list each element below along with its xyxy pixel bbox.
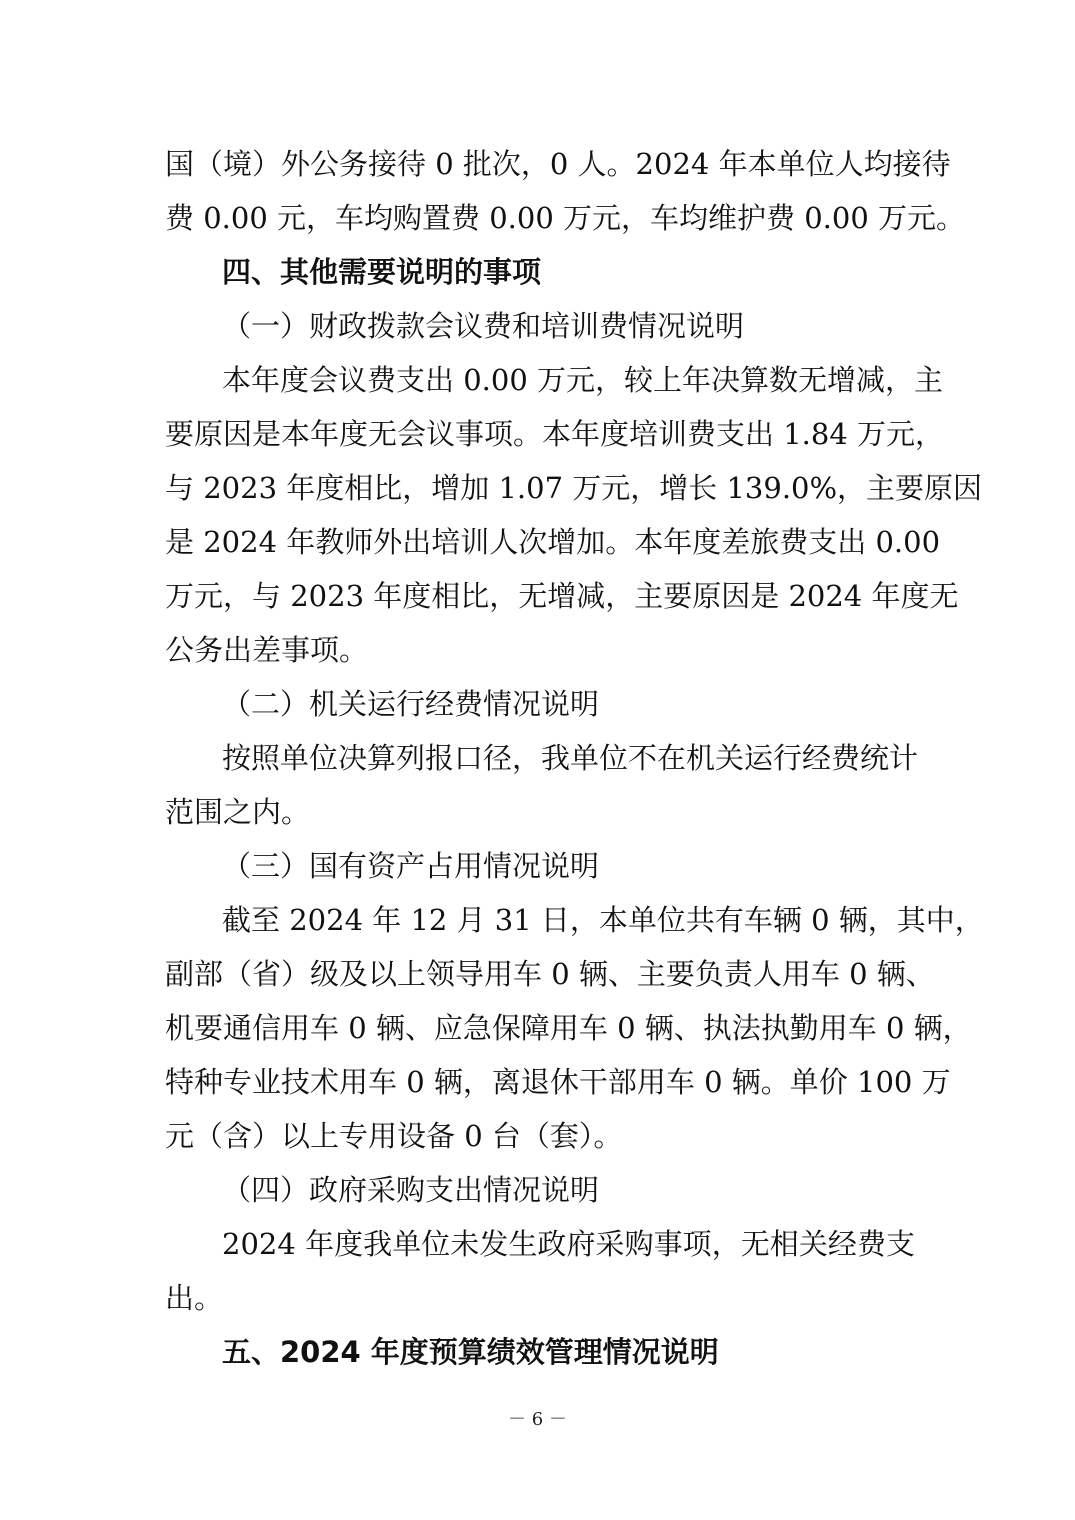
paragraph-line: 是 2024 年教师外出培训人次增加。本年度差旅费支出 0.00 bbox=[165, 525, 941, 559]
section-heading-5: 五、2024 年度预算绩效管理情况说明 bbox=[222, 1335, 719, 1369]
paragraph-line: 万元，与 2023 年度相比，无增减，主要原因是 2024 年度无 bbox=[165, 579, 959, 613]
paragraph-line: 与 2023 年度相比，增加 1.07 万元，增长 139.0%，主要原因 bbox=[165, 471, 983, 505]
paragraph-line: 元（含）以上专用设备 0 台（套）。 bbox=[165, 1119, 623, 1153]
paragraph-line: 公务出差事项。 bbox=[165, 633, 369, 667]
paragraph-line: 本年度会议费支出 0.00 万元，较上年决算数无增减，主 bbox=[222, 363, 944, 397]
subsection-heading-1: （一）财政拨款会议费和培训费情况说明 bbox=[222, 309, 745, 343]
paragraph-line: 截至 2024 年 12 月 31 日，本单位共有车辆 0 辆，其中， bbox=[222, 903, 984, 937]
paragraph-line: 副部（省）级及以上领导用车 0 辆、主要负责人用车 0 辆、 bbox=[165, 957, 935, 991]
paragraph-line: 范围之内。 bbox=[165, 795, 311, 829]
paragraph-line: 按照单位决算列报口径，我单位不在机关运行经费统计 bbox=[222, 741, 919, 775]
paragraph-line: 2024 年度我单位未发生政府采购事项，无相关经费支 bbox=[222, 1227, 915, 1261]
subsection-heading-4: （四）政府采购支出情况说明 bbox=[222, 1173, 600, 1207]
subsection-heading-3: （三）国有资产占用情况说明 bbox=[222, 849, 600, 883]
page-body bbox=[165, 137, 984, 1379]
paragraph-line: 特种专业技术用车 0 辆，离退休干部用车 0 辆。单价 100 万 bbox=[165, 1065, 951, 1099]
paragraph-line: 国（境）外公务接待 0 批次，0 人。2024 年本单位人均接待 bbox=[165, 147, 951, 181]
paragraph-line: 机要通信用车 0 辆、应急保障用车 0 辆、执法执勤用车 0 辆， bbox=[165, 1011, 972, 1045]
paragraph-line: 出。 bbox=[165, 1281, 224, 1315]
paragraph-line: 费 0.00 元，车均购置费 0.00 万元，车均维护费 0.00 万元。 bbox=[165, 201, 966, 235]
subsection-heading-2: （二）机关运行经费情况说明 bbox=[222, 687, 600, 721]
page-number: － 6 － bbox=[508, 1409, 567, 1430]
section-heading-4: 四、其他需要说明的事项 bbox=[222, 255, 542, 289]
paragraph-line: 要原因是本年度无会议事项。本年度培训费支出 1.84 万元， bbox=[165, 417, 945, 451]
